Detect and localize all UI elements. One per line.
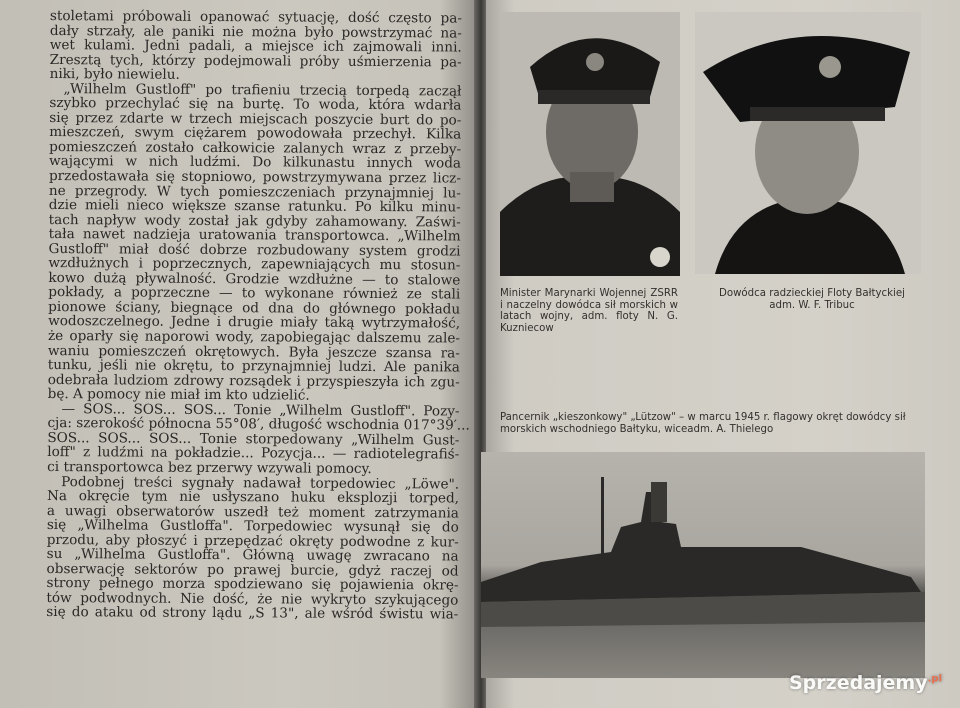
text-line: kowo dużą pływalność. Grodzie wzdłużne — to stalowe — [48, 269, 461, 289]
watermark-logo — [789, 672, 942, 694]
text-line: że oparły się naporowi wody, zapobiegając dalszemu zale- — [47, 328, 461, 347]
text-line: Na okręcie tym nie usłyszano huku eksplozji torped, — [46, 488, 460, 507]
text-line: niki, było niewielu. — [49, 66, 180, 83]
text-line: się przez zdarte w trzech miejscach poszycie burt do po- — [49, 109, 462, 129]
text-line: Gustloff" miał dość dobrze rozbudowany system grodzi — [48, 240, 461, 260]
watermark-name: Sprzedajemy — [789, 672, 928, 694]
text-line: tała nawet nadzieja uratowania transportowca. „Wilhelm — [48, 226, 461, 245]
text-line: — SOS... SOS... SOS... Tonie „Wilhelm Gustloff". Pozy- — [61, 400, 460, 420]
text-line: Podobnej treści sygnały nadawał torpedowiec „Löwe". — [61, 473, 460, 493]
body-text — [46, 8, 470, 623]
text-line: strony pełnego morza spodziewano się pojawienia okrę- — [46, 575, 459, 594]
text-line: dały strzały, ale paniki nie można było powstrzymać na- — [49, 22, 462, 42]
text-line: szybko przechylać się na burtę. To woda, która wdarła — [49, 95, 462, 114]
caption-tribuc: Dowódca radzieckiej Floty Bałtyckiej adm. W. F. Tribuc — [719, 288, 905, 311]
text-line: tów podwodnych. Nie dość, że nie wykryto szykującego — [46, 589, 459, 609]
text-line: ne przegrody. W tych pomieszczeniach przynajmniej lu- — [48, 182, 461, 202]
text-line: się do ataku od strony lądu „S 13", ale wśród świstu wia- — [46, 604, 459, 623]
text-line: obserwację sektorów po prawej burcie, gdyż raczej od — [46, 560, 459, 580]
text-line: tunku, jeśli nie okrętu, to przynajmniej ludzi. Ale panika — [47, 357, 460, 376]
watermark-suffix: .pl — [927, 673, 942, 685]
text-line: pionowe ściany, biegnące od dna do głównego pokładu — [48, 298, 461, 318]
text-line: tach napływ wody został jak gdyby zahamowany. Zaświ- — [48, 211, 461, 231]
text-line: loff" z ludźmi na pokładzie... Pozycja... — radiotelegrafiś- — [47, 444, 460, 463]
caption-lutzow: Pancernik „kieszonkowy" „Lützow" – w marcu 1945 r. flagowy okręt dowódcy sił morskich wschodniego Bałtyku, wiceadm. A. Thielego — [500, 412, 906, 435]
text-line: się „Wilhelma Gustloffa". Torpedowiec wysunął się do — [46, 517, 459, 536]
left-page — [0, 0, 478, 708]
text-line: su „Wilhelma Gustloffa". Główną uwagę zwracano na — [46, 546, 459, 565]
text-line: pomieszczeń zostało całkowicie zalanych wraz z przeby- — [49, 138, 462, 158]
text-line: wzdłużnych i poprzecznych, zapewniających mu stosun- — [48, 255, 461, 274]
text-line: mieszczeń, swym ciężarem powodowała przechył. Kilka — [49, 124, 462, 143]
text-line: cja: szerokość północna 55°08′, długość wschodnia 017°39′... — [47, 415, 470, 434]
photo-tribuc — [695, 12, 921, 274]
text-line: dzie mieli nieco większe szanse ratunku. Po kilku minu- — [48, 197, 461, 216]
text-line: pokłady, a poprzeczne — to wykonane również ze stali — [48, 284, 461, 303]
text-line: przodu, aby płoszyć i przepędzać okręty podwodne z kur- — [46, 531, 459, 551]
photo-lutzow-ship — [481, 452, 925, 678]
text-line: wodoszczelnego. Jedne i drugie miały taką wytrzymałość, — [48, 313, 461, 332]
text-line: przedostawała się stopniowo, powstrzymywana przez licz- — [48, 168, 462, 187]
photo-kuzniecow — [500, 12, 680, 276]
text-line: wet kulami. Jedni padali, a miejsce ich zajmowali inni. — [49, 37, 462, 56]
text-line: Zresztą tych, którzy podejmowali próby uśmierzenia pa- — [49, 51, 462, 71]
text-line: odebrała ludziom zdrowy rozsądek i przyspieszyła ich zgu- — [47, 371, 460, 391]
text-line: ci transportowca bez przerwy wzywali pomocy. — [47, 458, 372, 477]
text-line: „Wilhelm Gustloff" po trafieniu trzecią torpedą zaczął — [63, 80, 462, 100]
text-line: wającymi w nich ludźmi. Do kilkunastu innych woda — [49, 153, 462, 172]
text-line: waniu pomieszczeń okrętowych. Była jeszcze szansa ra- — [47, 342, 460, 362]
text-line: SOS... SOS... SOS... Tonie storpedowany „Wilhelm Gust- — [47, 429, 460, 449]
caption-kuzniecow: Minister Marynarki Wojennej ZSRR i naczelny dowódca sił morskich w latach wojny, adm. floty N. G. Kuzniecow — [500, 288, 678, 334]
text-line: bę. A pomocy nie miał im kto udzielić. — [47, 386, 310, 404]
text-line: stoletami próbowali opanować sytuację, dość często pa- — [49, 8, 462, 27]
text-line: a uwagi obserwatorów uszedł też moment zatrzymania — [46, 502, 459, 522]
